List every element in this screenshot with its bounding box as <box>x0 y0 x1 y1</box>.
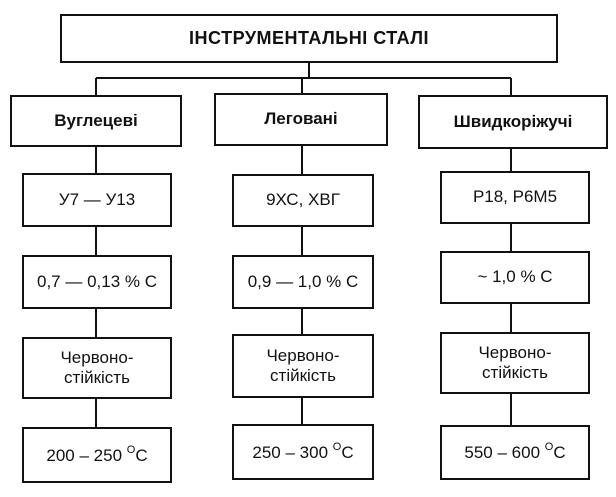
carbon-content-high-speed-text: ~ 1,0 % С <box>477 267 553 287</box>
temperature-carbon-range: 200 – 250 <box>46 445 123 465</box>
property-high-speed-line2: стійкість <box>482 363 548 382</box>
property-alloy <box>232 334 374 398</box>
carbon-content-alloy-text: 0,9 — 1,0 % С <box>247 271 359 291</box>
temperature-high-speed-text <box>464 441 565 463</box>
temperature-carbon-text <box>46 444 147 466</box>
property-carbon <box>22 337 172 399</box>
temperature-alloy-unit: С <box>341 442 354 462</box>
category-high-speed <box>418 95 608 149</box>
grades-high-speed-text: Р18, Р6М5 <box>472 187 558 207</box>
temperature-high-speed <box>440 425 590 480</box>
grades-carbon-text: У7 — У13 <box>58 189 136 209</box>
grades-carbon <box>22 173 172 227</box>
category-carbon <box>10 95 182 147</box>
category-alloy <box>214 93 388 146</box>
property-alloy-line2: стійкість <box>270 366 336 385</box>
temperature-alloy <box>232 424 374 480</box>
grades-high-speed <box>440 171 590 224</box>
property-alloy-line1: Червоно- <box>266 345 340 365</box>
temperature-alloy-degree: О <box>332 440 342 453</box>
category-alloy-label: Леговані <box>264 109 338 129</box>
temperature-high-speed-unit: С <box>553 443 566 463</box>
category-high-speed-label: Швидкоріжучі <box>453 111 573 131</box>
property-high-speed-line1: Червоно- <box>478 342 552 362</box>
grades-alloy-text: 9ХС, ХВГ <box>266 190 340 210</box>
carbon-content-alloy <box>232 255 374 309</box>
property-high-speed <box>440 332 590 394</box>
title-text: ІНСТРУМЕНТАЛЬНІ СТАЛІ <box>189 27 429 48</box>
category-carbon-label: Вуглецеві <box>54 110 138 130</box>
temperature-high-speed-range: 550 – 600 <box>464 443 541 463</box>
temperature-alloy-range: 250 – 300 <box>252 442 329 462</box>
temperature-carbon-unit: С <box>135 445 148 465</box>
property-carbon-line1: Червоно- <box>60 347 134 367</box>
carbon-content-high-speed <box>440 251 590 304</box>
property-carbon-line2: стійкість <box>64 368 130 387</box>
title-box <box>60 14 558 63</box>
carbon-content-carbon <box>22 255 172 309</box>
grades-alloy <box>232 174 374 227</box>
temperature-high-speed-degree: О <box>544 441 554 454</box>
temperature-carbon-degree: О <box>126 443 136 456</box>
temperature-carbon <box>22 427 172 483</box>
carbon-content-carbon-text: 0,7 — 0,13 % С <box>36 271 157 291</box>
temperature-alloy-text <box>252 441 353 463</box>
